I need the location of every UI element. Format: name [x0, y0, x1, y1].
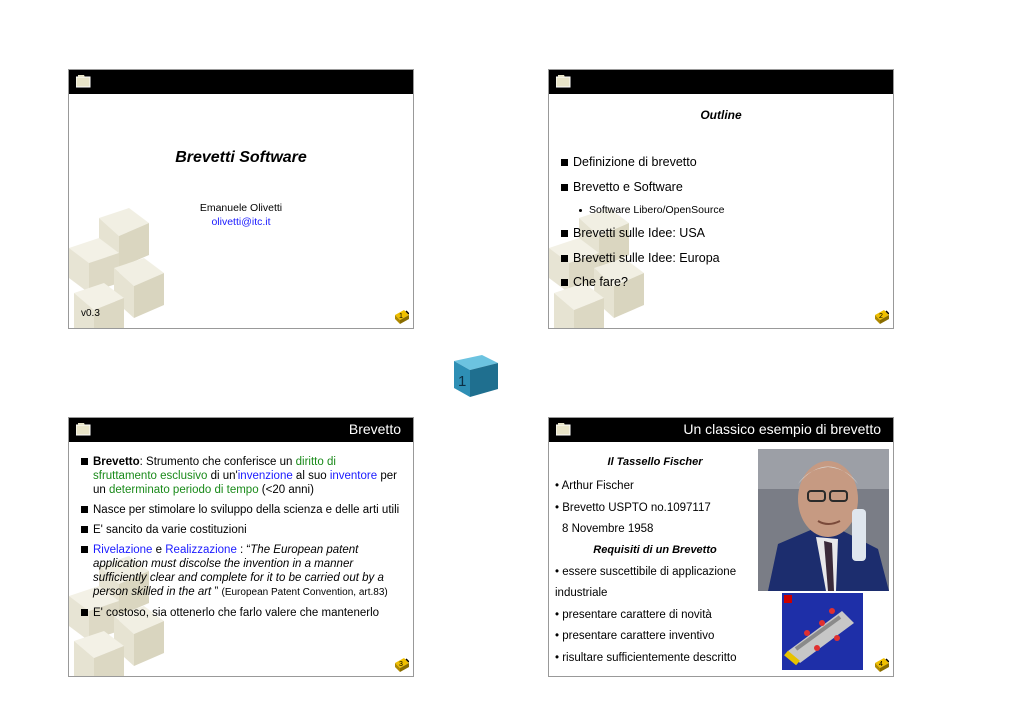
- text-line: • risultare sufficientemente descritto: [555, 652, 737, 664]
- text-span: ”: [211, 586, 222, 598]
- slide-2: [548, 69, 894, 329]
- list-item: [561, 155, 881, 180]
- slide-header-bar: [69, 70, 413, 94]
- subheading: Requisiti di un Brevetto: [593, 544, 717, 556]
- page-number: [875, 310, 889, 324]
- bullet-list: [81, 455, 401, 626]
- source-citation: (European Patent Convention, art.83): [221, 587, 388, 598]
- slide-title: Un classico esempio di brevetto: [683, 421, 881, 437]
- page-number-label: 1: [399, 313, 403, 320]
- folder-icon: [556, 423, 571, 436]
- highlight-green: diritto di sfruttamento esclusivo: [93, 456, 336, 482]
- text-span: e: [152, 544, 166, 556]
- highlight-blue: inventore: [329, 470, 378, 482]
- square-bullet-icon: [561, 230, 568, 237]
- list-item: [81, 455, 401, 497]
- portrait-photo: [758, 449, 889, 591]
- dot-bullet-icon: [579, 209, 582, 212]
- text-line: • essere suscettibile di applicazione: [555, 566, 737, 578]
- highlight-blue: Rivelazione: [93, 544, 153, 556]
- text-span: per un: [93, 470, 397, 496]
- fischer-dowel-image: [782, 593, 863, 670]
- outline-list: [561, 155, 881, 300]
- text-span: di un': [207, 470, 238, 482]
- slide-title: Brevetti Software: [175, 149, 307, 166]
- version-label: v0.3: [81, 308, 100, 319]
- text-line: 8 Novembre 1958: [562, 523, 654, 535]
- highlight-green: determinato periodo di tempo: [109, 484, 259, 496]
- folder-icon: [76, 75, 91, 88]
- outline-heading: Outline: [700, 108, 742, 122]
- list-item-text: Che fare?: [573, 275, 628, 289]
- page-number: [395, 658, 409, 672]
- slide-4: [548, 417, 894, 677]
- list-item: [81, 606, 401, 620]
- text-line: • Brevetto USPTO no.1097117: [555, 502, 711, 514]
- page-number: [395, 310, 409, 324]
- text-line: • presentare carattere di novità: [555, 609, 712, 621]
- text-span: : Strumento che conferisce un: [139, 456, 296, 468]
- list-item: [81, 543, 401, 600]
- text-line: • presentare carattere inventivo: [555, 630, 715, 642]
- slide-header-bar: [549, 70, 893, 94]
- folder-icon: [556, 75, 571, 88]
- text-line: • Arthur Fischer: [555, 480, 634, 492]
- list-item-text: Brevetti sulle Idee: USA: [573, 226, 706, 240]
- author-block: [69, 201, 413, 229]
- term-bold: Brevetto: [93, 456, 140, 468]
- text-span: : “: [236, 544, 251, 556]
- square-bullet-icon: [561, 159, 568, 166]
- list-item-text: Software Libero/OpenSource: [589, 204, 725, 216]
- list-item-text: Brevetto e Software: [573, 179, 683, 194]
- square-bullet-icon: [81, 506, 88, 513]
- slide-title: Brevetto: [348, 421, 401, 437]
- center-cube-icon: [452, 353, 500, 399]
- square-bullet-icon: [561, 255, 568, 262]
- quote-text: The European patent application must discolse the invention in a manner sufficiently clear and complete for it to be carried out by a person skilled in the art: [93, 544, 384, 598]
- square-bullet-icon: [81, 458, 88, 465]
- slide-header-bar: [549, 418, 893, 442]
- text-line: industriale: [555, 587, 608, 599]
- page-number-label: 3: [399, 661, 403, 668]
- list-item-text: E' costoso, sia ottenerlo che farlo valere che mantenerlo: [93, 607, 380, 619]
- square-bullet-icon: [81, 546, 88, 553]
- author-name: Emanuele Olivetti: [199, 202, 283, 214]
- list-subitem: [561, 204, 881, 226]
- list-item: [561, 275, 881, 300]
- list-item-text: E' sancito da varie costituzioni: [93, 524, 247, 536]
- list-item: [81, 503, 401, 517]
- text-span: (<20 anni): [258, 484, 314, 496]
- list-item-text: Nasce per stimolare lo sviluppo della scienza e delle arti utili: [93, 504, 400, 516]
- square-bullet-icon: [561, 279, 568, 286]
- slide-3: [68, 417, 414, 677]
- highlight-blue: invenzione: [237, 470, 293, 482]
- list-item-text: Definizione di brevetto: [573, 155, 697, 169]
- highlight-blue: Realizzazione: [165, 544, 237, 556]
- list-item: [561, 226, 881, 251]
- square-bullet-icon: [81, 526, 88, 533]
- list-item: [561, 251, 881, 276]
- list-item: [561, 180, 881, 205]
- page-number-label: 2: [879, 313, 883, 320]
- slide-header-bar: [69, 418, 413, 442]
- center-cube-label: 1: [458, 373, 467, 390]
- list-item: [81, 523, 401, 537]
- list-item-text: Brevetti sulle Idee: Europa: [573, 250, 720, 265]
- slide-1: [68, 69, 414, 329]
- square-bullet-icon: [561, 184, 568, 191]
- square-bullet-icon: [81, 609, 88, 616]
- author-email-link[interactable]: olivetti@itc.it: [211, 216, 271, 228]
- text-span: al suo: [292, 470, 330, 482]
- subheading: Il Tassello Fischer: [607, 456, 703, 468]
- page-number-label: 4: [879, 661, 883, 668]
- page-number: [875, 658, 889, 672]
- folder-icon: [76, 423, 91, 436]
